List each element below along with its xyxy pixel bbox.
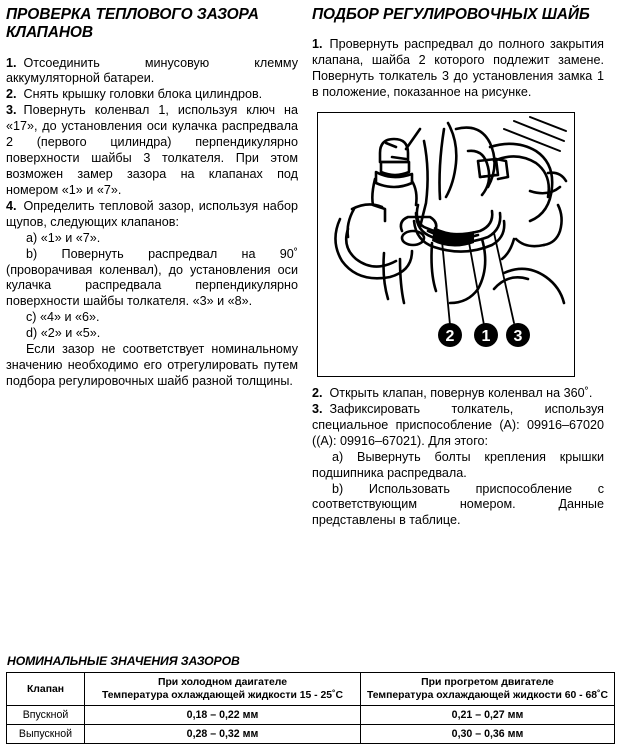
right-step-1-text: Провернуть распредвал до полного закрытия клапана, шайба 2 которого подлежит замене. Повернуть толкатель 3 до установления замка 1 в положение, показанное на рисунке. — [312, 37, 604, 100]
left-step-1-text: Отсоединить минусовую клемму аккумуляторной батареи. — [6, 55, 298, 86]
right-step-2-number: 2. — [312, 385, 323, 400]
row-exhaust-cold: 0,28 – 0,32 мм — [85, 725, 361, 744]
right-subitem-a — [312, 450, 604, 482]
left-section-title: ПРОВЕРКА ТЕПЛОВОГО ЗАЗОРА КЛАПАНОВ — [6, 6, 259, 42]
callout-label-2: 2 — [445, 327, 455, 345]
header-warm-line1: При прогретом двигателе — [421, 677, 554, 688]
left-step-4-number: 4. — [6, 198, 17, 213]
header-valve: Клапан — [7, 673, 85, 706]
row-exhaust-warm: 0,30 – 0,36 мм — [361, 725, 615, 744]
left-subitem-b-label: b) — [26, 246, 38, 261]
left-step-3 — [6, 103, 298, 199]
left-closing-paragraph: Если зазор не соответствует номинальному значению необходимо его отрегулировать путем подбора регулировочных шайб разной толщины. — [6, 342, 298, 388]
left-column — [6, 6, 298, 529]
left-step-1 — [6, 56, 298, 88]
header-warm-line2: Температура охлаждающей жидкости 60 - 68˚С — [366, 690, 609, 701]
left-subitem-a — [6, 231, 298, 247]
right-step-1 — [312, 37, 604, 101]
table-title: НОМИНАЛЬНЫЕ ЗНАЧЕНИЯ ЗАЗОРОВ — [7, 654, 240, 668]
right-step-3-number: 3. — [312, 401, 323, 416]
row-intake-valve: Впускной — [7, 706, 85, 725]
left-subitem-d-text: «2» и «5». — [40, 326, 101, 341]
left-step-3-text: Повернуть коленвал 1, используя ключ на «17», до установления оси кулачка распредвала 2 (первого цилиндра) перпендикулярно поверхности шайбы 3 толкателя. При этом возможен замер зазора на клапанах под номером «1» и «7». — [6, 103, 298, 197]
right-subitem-b — [312, 482, 604, 530]
right-subitem-b-text: Использовать приспособление с соответствующим номером. Данные представлены в таблице. — [312, 481, 605, 528]
left-subitem-a-text: «1» и «7». — [40, 230, 101, 245]
callout-label-3: 3 — [513, 327, 523, 345]
table-row — [7, 706, 615, 725]
right-step-2-text: Открыть клапан, повернув коленвал на 360˚. — [329, 385, 593, 400]
left-subitem-b-text: Повернуть распредвал на 90˚ (проворачивая коленвал), до установления оси кулачка распредвала перпендикулярно поверхности шайбы толкателя. «3» и «8». — [6, 246, 298, 309]
right-step-1-number: 1. — [312, 37, 323, 52]
right-subitem-b-label: b) — [332, 481, 344, 496]
left-subitem-b — [6, 247, 298, 311]
left-subitem-c — [6, 310, 298, 326]
header-cold-line1: При холодном даигателе — [157, 677, 287, 688]
left-subitem-c-text: «4» и «6». — [40, 310, 100, 325]
left-step-1-number: 1. — [6, 55, 17, 70]
header-cold-line2: Температура охлаждающей жидкости 15 - 25˚С — [101, 690, 344, 701]
clearance-table — [6, 672, 615, 744]
right-step-3 — [312, 402, 604, 450]
left-subitem-d-label: d) — [26, 326, 38, 341]
right-step-3-text: Зафиксировать толкатель, используя специальное приспособление (А): 09916–67020 ((А): 09916–67021). Для этого: — [312, 401, 604, 448]
left-step-3-number: 3. — [6, 103, 17, 118]
right-column — [312, 6, 604, 529]
left-step-4 — [6, 199, 298, 231]
camshaft-tappet-illustration — [317, 112, 575, 377]
right-subitem-a-label: a) — [332, 449, 344, 464]
illustration-linework — [318, 113, 574, 376]
row-intake-warm: 0,21 – 0,27 мм — [361, 706, 615, 725]
left-step-2-text: Снять крышку головки блока цилиндров. — [23, 87, 263, 102]
row-intake-cold: 0,18 – 0,22 мм — [85, 706, 361, 725]
left-subitem-a-label: a) — [26, 230, 38, 245]
right-step-2 — [312, 386, 604, 402]
left-subitem-d — [6, 326, 298, 342]
header-warm-engine — [361, 673, 615, 706]
left-subitem-c-label: c) — [26, 310, 37, 325]
left-step-4-text: Определить тепловой зазор, используя набор щупов, следующих клапанов: — [6, 198, 298, 229]
table-row — [7, 725, 615, 744]
left-step-2 — [6, 87, 298, 103]
header-cold-engine — [85, 673, 361, 706]
right-section-title: ПОДБОР РЕГУЛИРОВОЧНЫХ ШАЙБ — [312, 6, 590, 23]
left-step-2-number: 2. — [6, 87, 17, 102]
table-header-row — [7, 673, 615, 706]
right-subitem-a-text: Вывернуть болты крепления крышки подшипника распредвала. — [312, 449, 604, 480]
callout-label-1: 1 — [481, 327, 491, 345]
nominal-clearances-section — [0, 654, 620, 750]
row-exhaust-valve: Выпускной — [7, 725, 85, 744]
